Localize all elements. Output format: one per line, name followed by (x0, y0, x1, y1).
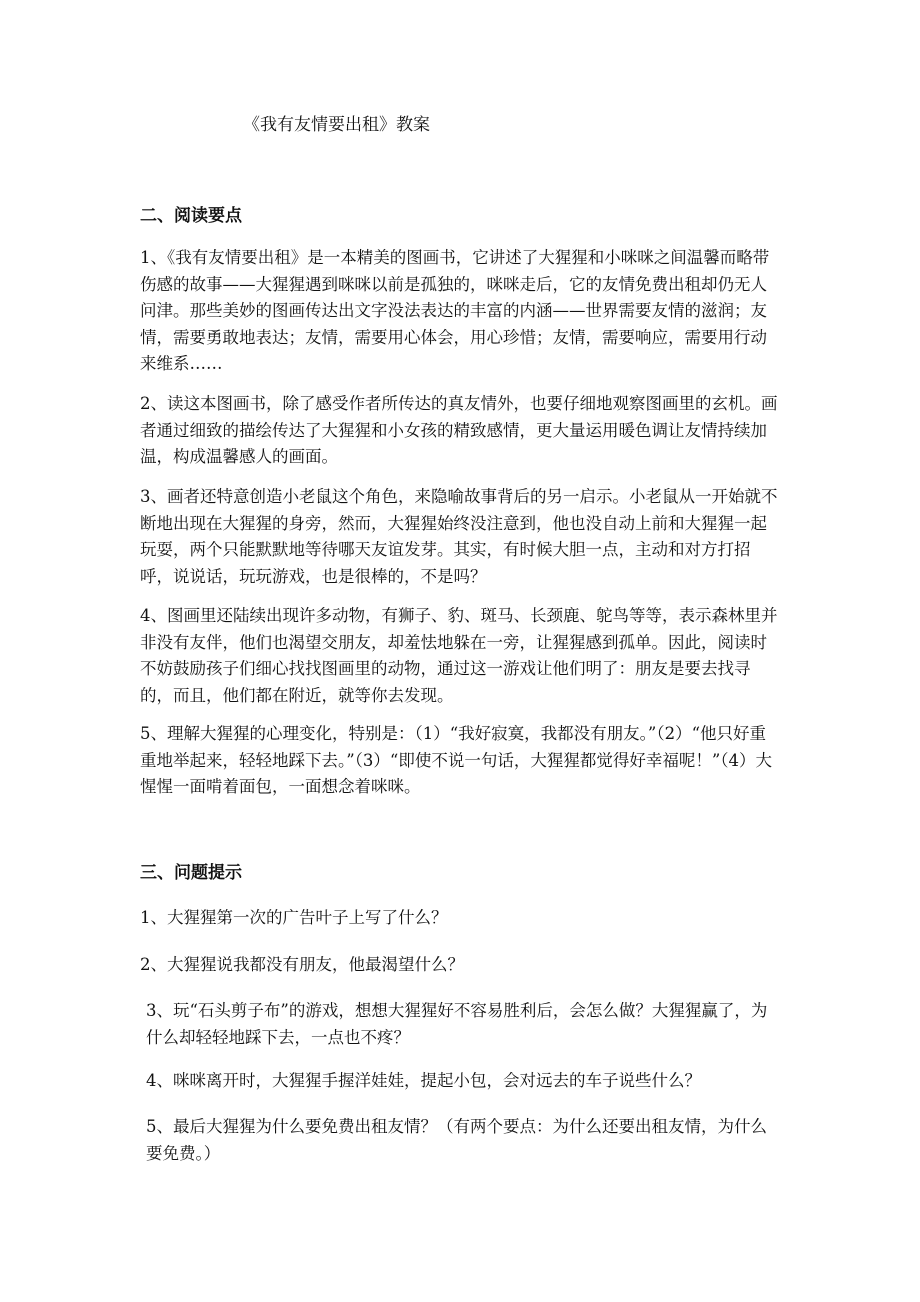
document-title: 《我有友情要出租》教案 (243, 115, 430, 135)
reading-point-5: 5、理解大猩猩的心理变化，特别是：（1）“我好寂寞，我都没有朋友。”（2）“他只好重重地举起来，轻轻地踩下去。”（3）“即使不说一句话，大猩猩都觉得好幸福呢！”（4）大惺惺一面啃着面包，一面想念着咪咪。 (140, 724, 773, 796)
question-3: 3、玩“石头剪子布”的游戏，想想大猩猩好不容易胜利后，会怎么做？大猩猩赢了，为什么却轻轻地踩下去，一点也不疼？ (146, 1001, 768, 1047)
question-2: 2、大猩猩说我都没有朋友，他最渴望什么？ (140, 955, 464, 974)
section-heading-question-hints: 三、问题提示 (140, 863, 242, 883)
reading-point-4: 4、图画里还陆续出现许多动物，有狮子、豹、斑马、长颈鹿、鸵鸟等等，表示森林里并非没有友伴，他们也渴望交朋友，却羞怯地躲在一旁，让猩猩感到孤单。因此，阅读时不妨鼓励孩子们细心找找图画里的动物，通过这一游戏让他们明了：朋友是要去找寻的，而且，他们都在附近，就等你去发现。 (140, 606, 778, 705)
reading-point-3: 3、画者还特意创造小老鼠这个角色，来隐喻故事背后的另一启示。小老鼠从一开始就不断地出现在大猩猩的身旁，然而，大猩猩始终没注意到，他也没自动上前和大猩猩一起玩耍，两个只能默默地等待哪天友谊发芽。其实，有时候大胆一点，主动和对方打招呼，说说话，玩玩游戏，也是很棒的，不是吗？ (140, 487, 778, 586)
section-heading-reading-points: 二、阅读要点 (140, 206, 242, 226)
question-5: 5、最后大猩猩为什么要免费出租友情？（有两个要点：为什么还要出租友情，为什么要免费。） (146, 1117, 767, 1163)
reading-point-1: 1、《我有友情要出租》是一本精美的图画书，它讲述了大猩猩和小咪咪之间温馨而略带伤感的故事——大猩猩遇到咪咪以前是孤独的，咪咪走后，它的友情免费出租却仍无人问津。那些美妙的图画传达出文字没法表达的丰富的内涵——世界需要友情的滋润；友情，需要勇敢地表达；友情，需要用心体会，用心珍惜；友情，需要响应，需要用行动来维系…… (140, 248, 770, 373)
reading-point-2: 2、读这本图画书，除了感受作者所传达的真友情外，也要仔细地观察图画里的玄机。画者通过细致的描绘传达了大猩猩和小女孩的精致感情，更大量运用暖色调让友情持续加温，构成温馨感人的画面。 (140, 394, 778, 466)
question-4: 4、咪咪离开时，大猩猩手握洋娃娃，提起小包，会对远去的车子说些什么？ (146, 1071, 701, 1090)
question-1: 1、大猩猩第一次的广告叶子上写了什么？ (140, 908, 448, 927)
